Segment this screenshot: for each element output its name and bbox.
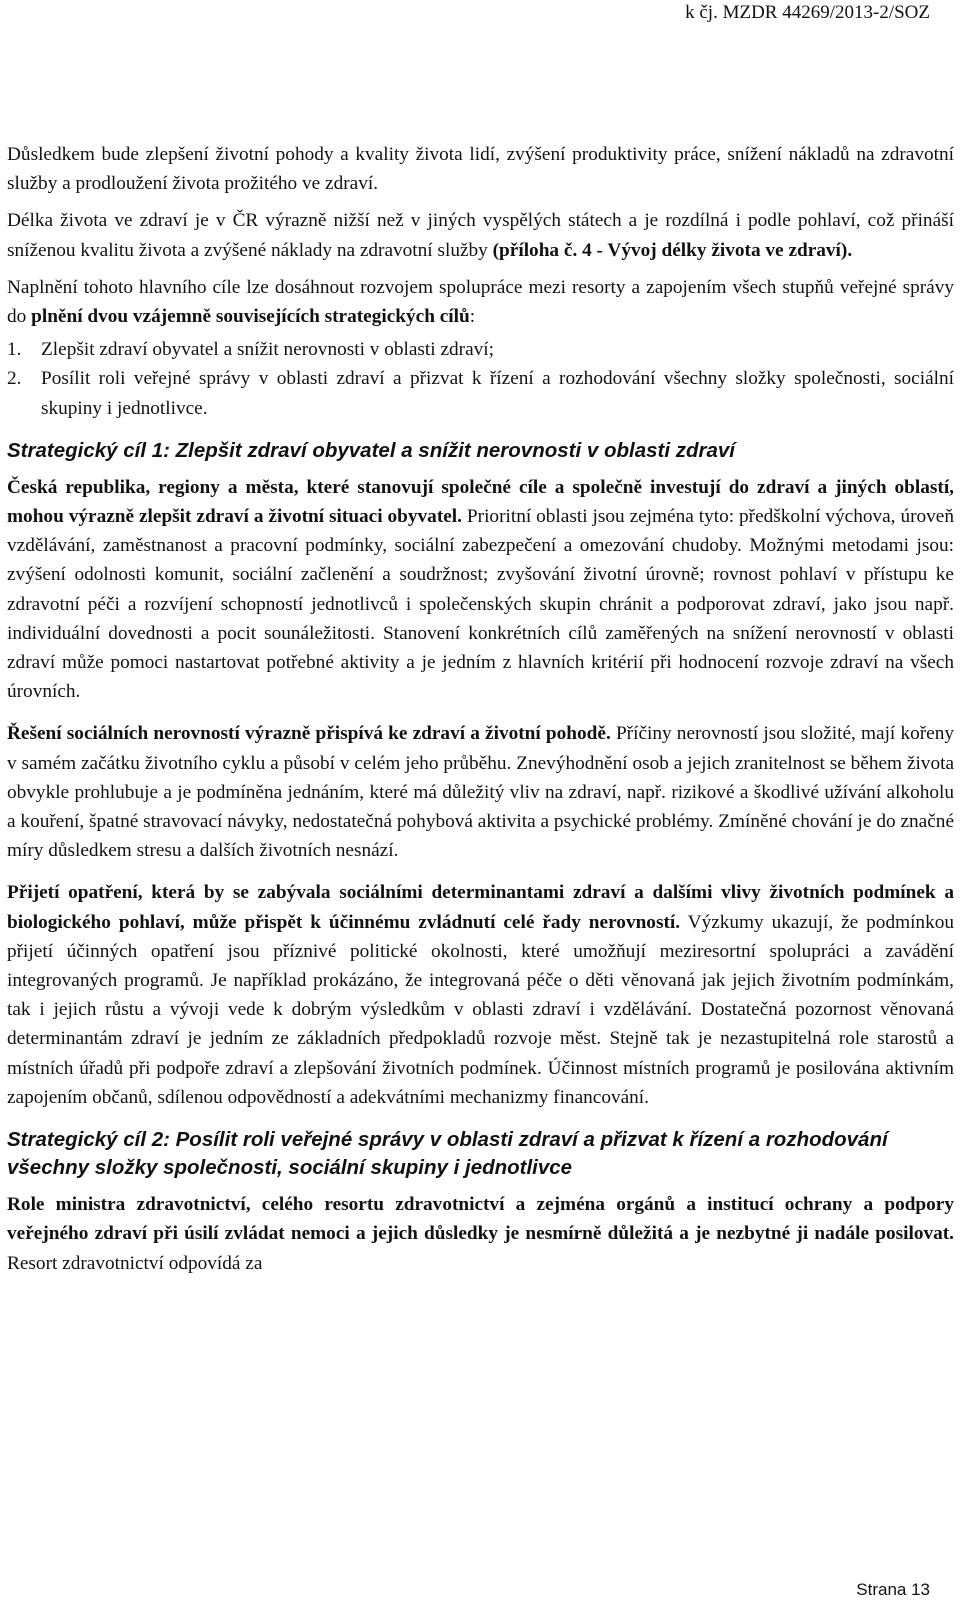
document-reference: k čj. MZDR 44269/2013-2/SOZ: [685, 2, 930, 23]
paragraph-healthy-life: Délka života ve zdraví je v ČR výrazně nižší než v jiných vyspělých státech a je rozdílná i podle pohlaví, což přináší sníženou kvalitu života a zvýšené náklady na zdravotní služby (příloha č. 4 - Vývoj délky života ve zdraví).: [7, 210, 954, 261]
heading-strategic-goal-1: Strategický cíl 1: Zlepšit zdraví obyvatel a snížit nerovnosti v oblasti zdraví: [7, 438, 735, 462]
list-item: 2. Posílit roli veřejné správy v oblasti zdraví a přizvat k řízení a rozhodování všechny složky společnosti, sociální skupiny i jednotlivce.: [7, 368, 954, 419]
paragraph-consequences: Důsledkem bude zlepšení životní pohody a kvality života lidí, zvýšení produktivity práce, snížení nákladů na zdravotní služby a prodloužení života prožitého ve zdraví.: [7, 144, 954, 195]
paragraph-measures: Přijetí opatření, která by se zabývala sociálními determinantami zdraví a dalšími vlivy životních podmínek a biologického pohlaví, může přispět k účinnému zvládnutí celé řady nerovností. Výzkumy ukazují, že podmínkou přijetí účinných opatření jsou příznivé politické okolnosti, které umožňují meziresortní spolupráci a zavádění integrovaných programů. Je například prokázáno, že integrovaná péče o děti věnovaná jak jejich životním podmínkám, tak i jejich růstu a vývoji vede k dobrým výsledkům v oblasti zdraví i vzdělávání. Dostatečná pozornost věnovaná determinantám zdraví je jedním ze základních předpokladů rozvoje měst. Stejně tak je nezastupitelná role starostů a místních úřadů při podpoře zdraví a zlepšování životních podmínek. Účinnost místních programů je posilována aktivním zapojením občanů, sdílenou odpovědností a adekvátními mechanizmy financování.: [7, 882, 954, 1108]
list-item: 1. Zlepšit zdraví obyvatel a snížit nerovnosti v oblasti zdraví;: [7, 339, 494, 361]
paragraph-regions: Česká republika, regiony a města, které stanovují společné cíle a společně investují do zdraví a jiných oblastí, mohou výrazně zlepšit zdraví a životní situaci obyvatel. Prioritní oblasti jsou zejména tyto: předškolní výchova, úroveň vzdělávání, zaměstnanost a pracovní podmínky, sociální zabezpečení a omezování chudoby. Možnými metodami jsou: zvýšení odolnosti komunit, sociální začlenění a soudržnost; zvyšování životní úrovně; rovnost pohlaví v přístupu ke zdravotní péči a rozvíjení schopností jednotlivců i společenských skupin chránit a podporovat zdraví, jako jsou např. individuální dovednosti a pocit sounáležitosti. Stanovení konkrétních cílů zaměřených na snížení nerovností v oblasti zdraví může pomoci nastartovat potřebné aktivity a je jedním z hlavních kritérií při hodnocení rozvoje zdraví na všech úrovních.: [7, 476, 954, 703]
strategic-goals-list: [7, 335, 954, 423]
page-number: Strana 13: [856, 1580, 930, 1599]
heading-strategic-goal-2: Strategický cíl 2: Posílit roli veřejné správy v oblasti zdraví a přizvat k řízení a rozhodování všechny složky společnosti, sociální skupiny i jednotlivce: [7, 1128, 888, 1180]
paragraph-social-inequalities: Řešení sociálních nerovností výrazně přispívá ke zdraví a životní pohodě. Příčiny nerovností jsou složité, mají kořeny v samém začátku životního cyklu a působí v celém jeho průběhu. Znevýhodnění osob a jejich zranitelnost se během života obvykle prohlubuje a je podmíněna jednáním, které má důležitý vliv na zdraví, např. rizikové a škodlivé užívání alkoholu a kouření, špatné stravovací návyky, nedostatečná pohybová aktivita a psychické problémy. Zmíněné chování je do značné míry důsledkem stresu a dalších životních nesnází.: [7, 723, 954, 862]
paragraph-minister-role: Role ministra zdravotnictví, celého resortu zdravotnictví a zejména orgánů a institucí ochrany a podpory veřejného zdraví při úsilí zvládat nemoci a jejich důsledky je nesmírně důležitá a je nezbytné ji nadále posilovat. Resort zdravotnictví odpovídá za: [7, 1194, 954, 1274]
paragraph-main-goal: Naplnění tohoto hlavního cíle lze dosáhnout rozvojem spolupráce mezi resorty a zapojením všech stupňů veřejné správy do plnění dvou vzájemně souvisejících strategických cílů:: [7, 276, 954, 328]
document-body: [7, 140, 954, 1278]
appendix-reference: (příloha č. 4 - Vývoj délky života ve zdraví).: [492, 239, 853, 261]
